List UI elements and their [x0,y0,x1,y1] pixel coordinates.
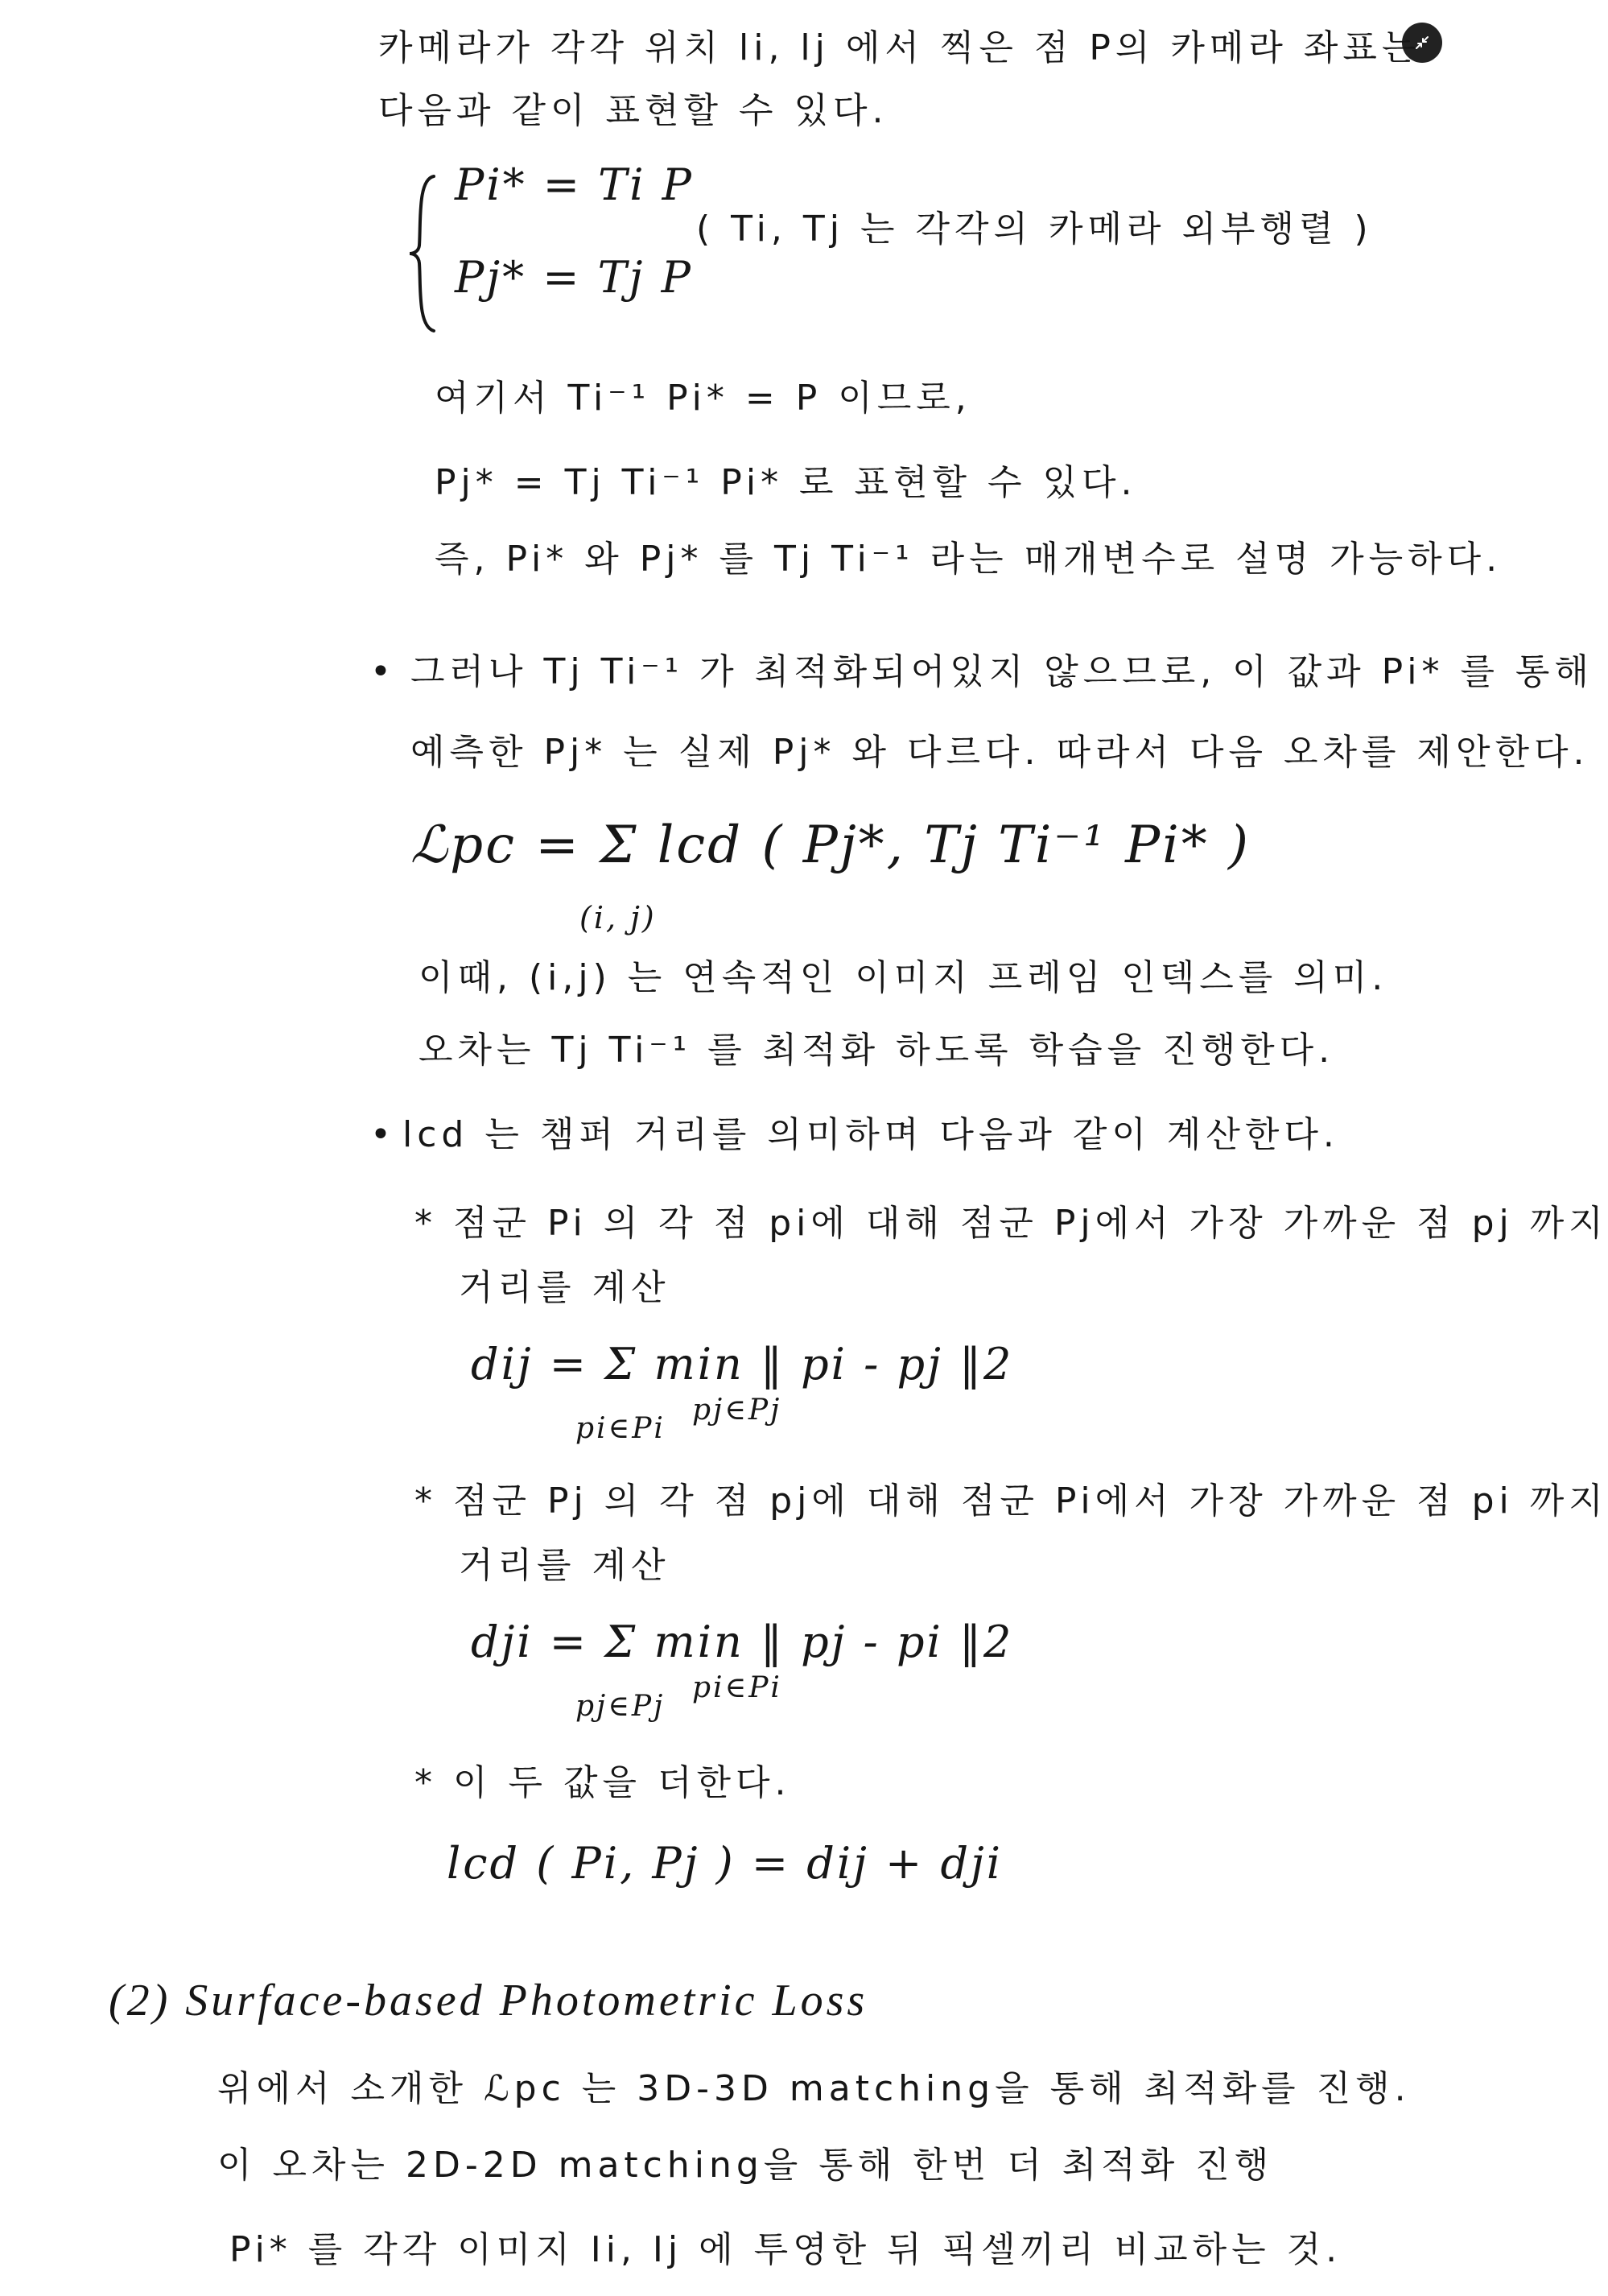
equation-dij: dij = Σ min ‖ pi - pj ‖2 [471,1339,1014,1390]
bullet-line-1b: 예측한 Pj* 는 실제 Pj* 와 다르다. 따라서 다음 오차를 제안한다. [410,732,1589,773]
equation-dij-sub1: pi∈Pi [575,1412,666,1445]
text-line-1: 카메라가 각각 위치 li, lj 에서 찍은 점 P의 카메라 좌표는 [378,27,1421,68]
heading-line-1: 위에서 소개한 ℒpc 는 3D-3D matching을 통해 최적화를 진행. [217,2068,1411,2109]
equation-dij-sub2: pj∈Pj [692,1394,782,1427]
equation-lpc-subscript: (i, j) [579,900,657,935]
star-line-3: * 이 두 값을 더한다. [414,1762,791,1803]
section-heading: (2) Surface-based Photometric Loss [109,1976,868,2026]
equation-dji-sub1: pj∈Pj [575,1690,666,1723]
star-line-1b: 거리를 계산 [459,1267,670,1308]
equation-note: ( Ti, Tj 는 각각의 카메라 외부행렬 ) [696,209,1373,250]
curly-brace [406,173,439,334]
text-line-4: Pj* = Tj Ti⁻¹ Pi* 로 표현할 수 있다. [435,462,1137,503]
heading-line-3: Pi* 를 각각 이미지 Ii, Ij 에 투영한 뒤 픽셀끼리 비교하는 것. [229,2229,1342,2270]
star-line-1a: * 점군 Pi 의 각 점 pi에 대해 점군 Pj에서 가장 가까운 점 pj 까지 [414,1203,1608,1244]
text-line-3: 여기서 Ti⁻¹ Pi* = P 이므로, [435,378,971,419]
star-line-2b: 거리를 계산 [459,1545,670,1586]
bullet-dot: • [370,651,396,692]
bullet-line-1a: 그러나 Tj Ti⁻¹ 가 최적화되어있지 않으므로, 이 값과 Pi* 를 통해 [410,651,1594,692]
equation-lpc: ℒpc = Σ lcd ( Pj*, Tj Ti⁻¹ Pi* ) [410,816,1251,875]
equation-lcd: lcd ( Pi, Pj ) = dij + dji [447,1838,1004,1889]
equation-dji: dji = Σ min ‖ pj - pi ‖2 [471,1617,1014,1667]
equation-dji-sub2: pi∈Pi [692,1671,782,1704]
equation-pj-star: Pj* = Tj P [455,252,693,303]
bullet-dot-2: • [370,1114,396,1155]
bullet-line-2: lcd 는 챔퍼 거리를 의미하며 다음과 같이 계산한다. [402,1114,1339,1155]
text-line-2: 다음과 같이 표현할 수 있다. [378,90,889,131]
text-line-6: 이때, (i,j) 는 연속적인 이미지 프레임 인덱스를 의미. [418,957,1388,998]
text-line-5: 즉, Pi* 와 Pj* 를 Tj Ti⁻¹ 라는 매개변수로 설명 가능하다. [435,539,1503,580]
text-line-7: 오차는 Tj Ti⁻¹ 를 최적화 하도록 학습을 진행한다. [418,1030,1335,1071]
star-line-2a: * 점군 Pj 의 각 점 pj에 대해 점군 Pi에서 가장 가까운 점 pi 까지 [414,1480,1608,1522]
heading-line-2: 이 오차는 2D-2D matching을 통해 한번 더 최적화 진행 [217,2145,1274,2186]
equation-pi-star: Pi* = Ti P [455,159,694,210]
